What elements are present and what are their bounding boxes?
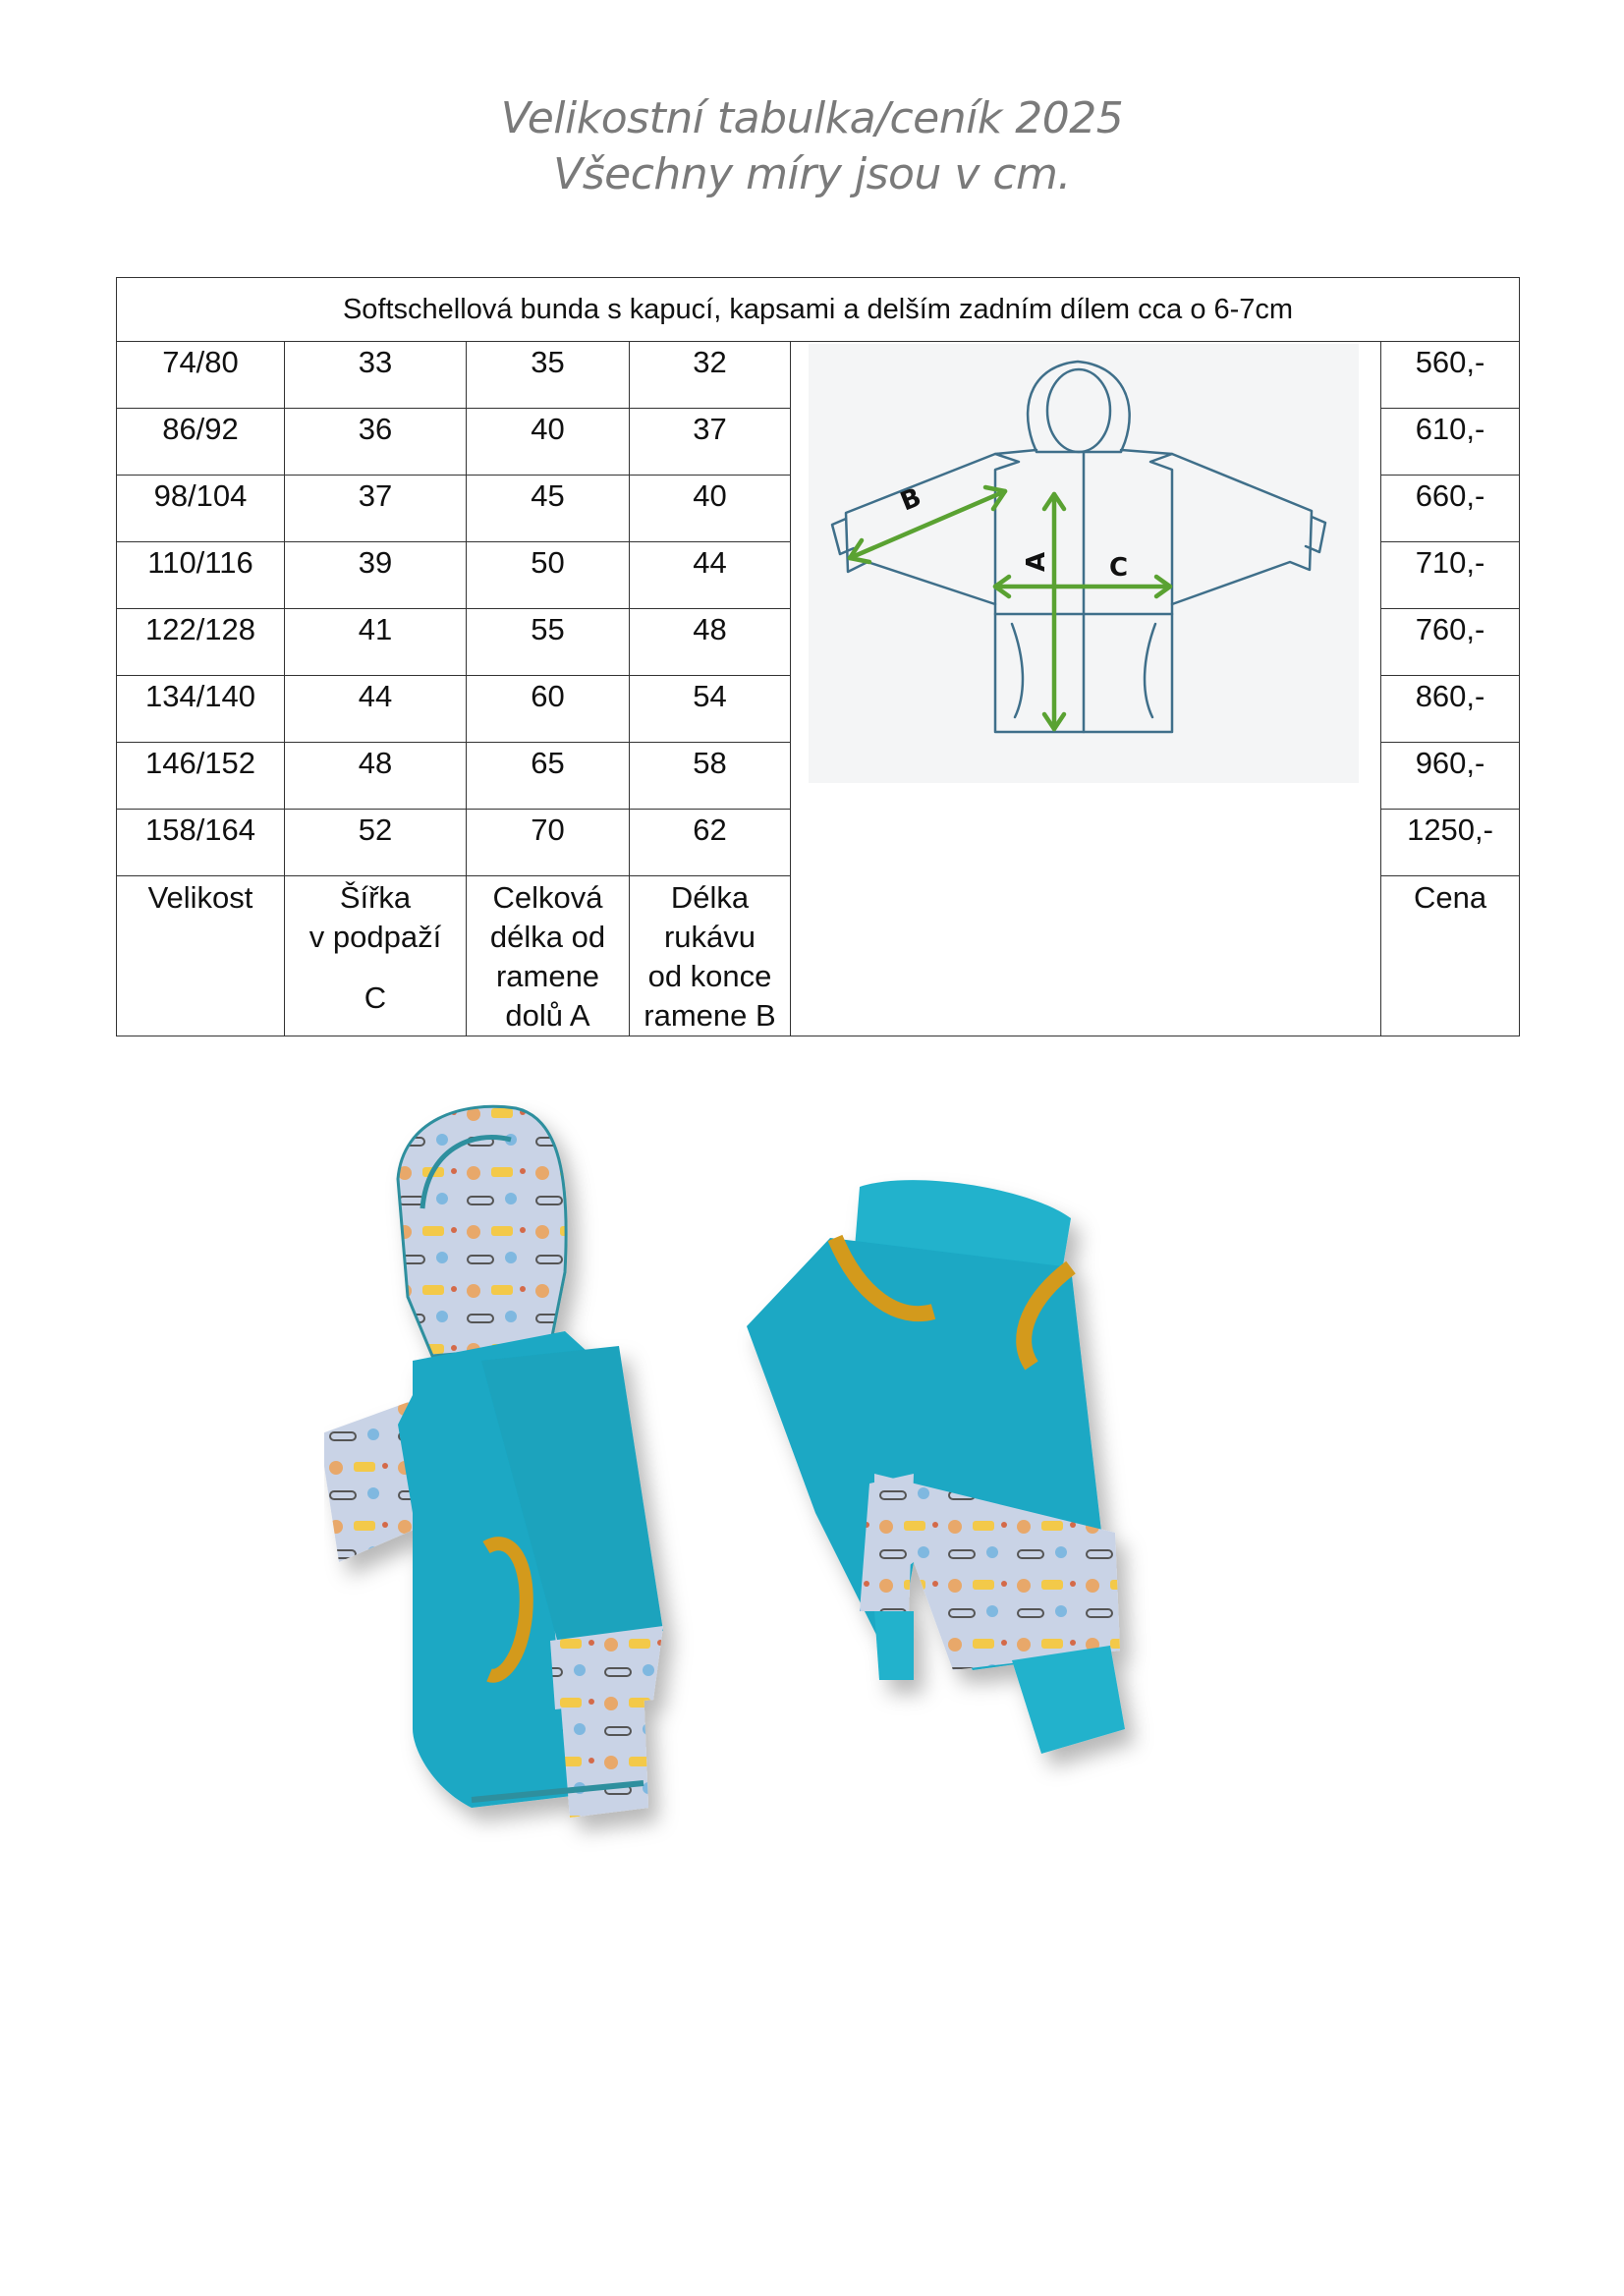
width-header-line: C [364, 980, 387, 1015]
price-cell: 710,- [1381, 542, 1520, 609]
price-cell: 660,- [1381, 476, 1520, 542]
jacket [324, 1106, 663, 1818]
width-cell: 33 [285, 342, 467, 409]
length-cell: 55 [467, 609, 630, 676]
size-cell: 134/140 [117, 676, 285, 743]
trousers [747, 1180, 1125, 1754]
table-title: Softschellová bunda s kapucí, kapsami a delším zadním dílem cca o 6-7cm [117, 278, 1520, 342]
sleeve-cell: 54 [630, 676, 791, 743]
size-header-text: Velikost [147, 880, 253, 915]
price-cell: 760,- [1381, 609, 1520, 676]
right-sleeve-outline [1172, 454, 1312, 604]
jacket-right-cuff [550, 1626, 663, 1709]
right-cuff [1306, 517, 1325, 552]
sleeve-cell: 32 [630, 342, 791, 409]
price-cell: 860,- [1381, 676, 1520, 743]
trousers-right-cuff [1012, 1646, 1125, 1754]
length-cell: 40 [467, 409, 630, 476]
width-header-line: Šířka [339, 880, 412, 915]
sleeve-cell: 44 [630, 542, 791, 609]
sleeve-cell: 62 [630, 810, 791, 876]
width-cell: 41 [285, 609, 467, 676]
left-pocket [1012, 624, 1023, 717]
length-header-line: Celková [492, 880, 603, 915]
price-cell: 960,- [1381, 743, 1520, 810]
size-cell: 86/92 [117, 409, 285, 476]
length-cell: 65 [467, 743, 630, 810]
jacket-outline-illustration [809, 344, 1359, 783]
length-cell: 60 [467, 676, 630, 743]
price-cell: 610,- [1381, 409, 1520, 476]
size-cell: 122/128 [117, 609, 285, 676]
length-cell: 70 [467, 810, 630, 876]
size-header [117, 876, 285, 1036]
width-cell: 39 [285, 542, 467, 609]
sleeve-cell: 37 [630, 409, 791, 476]
sleeve-header-line: Délka [670, 880, 750, 915]
length-cell: 50 [467, 542, 630, 609]
size-cell: 110/116 [117, 542, 285, 609]
jacket-and-trousers-illustration [324, 1100, 1277, 1906]
length-cell: 45 [467, 476, 630, 542]
page-title: Velikostní tabulka/ceník 2025 [500, 93, 1124, 143]
width-header [285, 876, 467, 1036]
sleeve-header-line: rukávu [663, 920, 756, 954]
price-cell: 560,- [1381, 342, 1520, 409]
label-b: B [896, 482, 926, 518]
sleeve-cell: 48 [630, 609, 791, 676]
price-header-text: Cena [1413, 880, 1487, 915]
width-cell: 36 [285, 409, 467, 476]
price-header [1381, 876, 1520, 1036]
size-cell: 74/80 [117, 342, 285, 409]
sleeve-cell: 58 [630, 743, 791, 810]
hood-outline [1028, 362, 1130, 452]
right-pocket [1145, 624, 1155, 717]
length-header-line: dolů A [505, 998, 590, 1033]
sleeve-header [630, 876, 791, 1036]
sleeve-header-line: ramene B [644, 998, 776, 1033]
size-cell: 158/164 [117, 810, 285, 876]
sleeve-cell: 40 [630, 476, 791, 542]
label-c: C [1109, 553, 1129, 583]
length-cell: 35 [467, 342, 630, 409]
size-cell: 98/104 [117, 476, 285, 542]
width-cell: 37 [285, 476, 467, 542]
left-cuff [832, 519, 854, 554]
width-cell: 52 [285, 810, 467, 876]
length-header [467, 876, 630, 1036]
length-header-line: délka od [489, 920, 606, 954]
price-cell: 1250,- [1381, 810, 1520, 876]
sleeve-header-line: od konce [647, 959, 772, 993]
jacket-measurement-diagram [809, 344, 1359, 783]
width-cell: 48 [285, 743, 467, 810]
page-subtitle: Všechny míry jsou v cm. [553, 149, 1071, 199]
label-a: A [1022, 551, 1051, 572]
product-photo [324, 1100, 1277, 1906]
size-cell: 146/152 [117, 743, 285, 810]
width-cell: 44 [285, 676, 467, 743]
width-header-line: v podpaží [308, 920, 442, 954]
hood-opening [1047, 369, 1110, 452]
jacket-hood [398, 1106, 566, 1356]
trousers-left-cuff [874, 1611, 914, 1680]
length-header-line: ramene [495, 959, 600, 993]
